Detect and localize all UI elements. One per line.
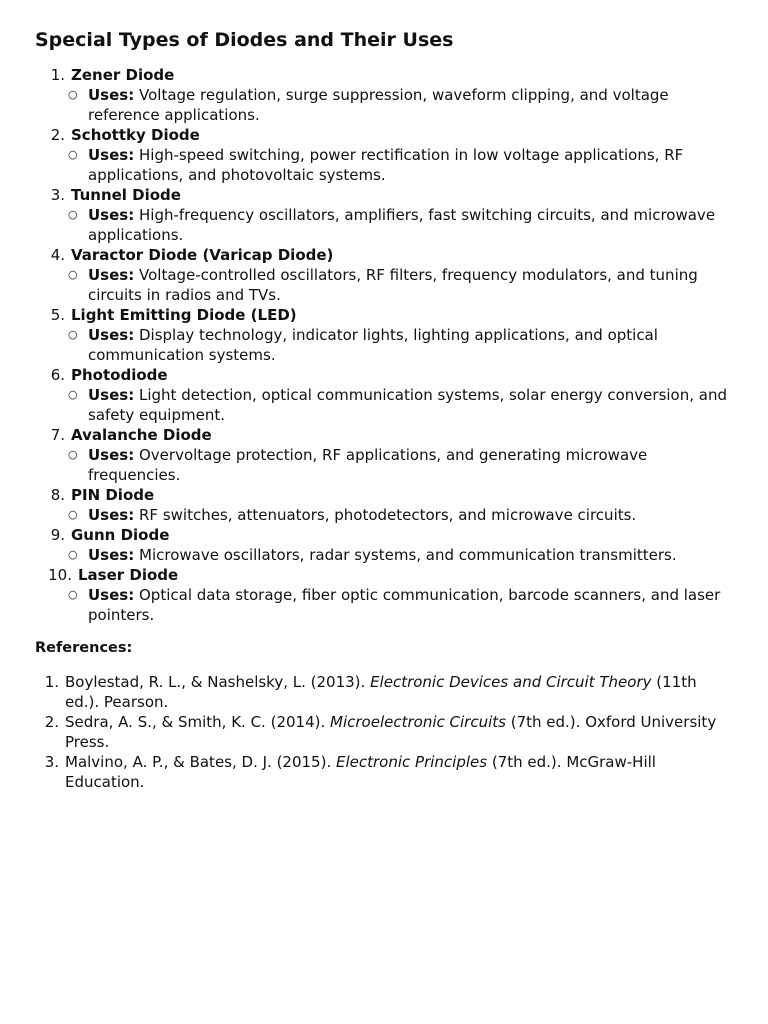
diode-number: 6.: [50, 366, 65, 384]
uses-label: Uses:: [88, 546, 135, 564]
diode-heading: [35, 525, 735, 545]
diode-number: 5.: [50, 306, 65, 324]
uses-label: Uses:: [88, 446, 135, 464]
reference-item: [35, 752, 735, 792]
reference-number: 1.: [44, 673, 59, 691]
uses-label: Uses:: [88, 86, 135, 104]
diode-uses: [35, 85, 735, 125]
diode-name: Tunnel Diode: [71, 186, 181, 204]
uses-label: Uses:: [88, 506, 135, 524]
diode-name: Laser Diode: [78, 566, 179, 584]
reference-book-title: Electronic Devices and Circuit Theory: [370, 673, 652, 691]
diode-number: 2.: [50, 126, 65, 144]
hollow-circle-bullet-icon: ○: [68, 328, 78, 341]
diode-uses: [35, 545, 735, 565]
diode-number: 1.: [50, 66, 65, 84]
reference-item: [35, 672, 735, 712]
diode-uses: [35, 325, 735, 365]
reference-details: (7th ed.). Oxford University Press.: [65, 713, 717, 751]
uses-text: High-speed switching, power rectification in low voltage applications, RF applications, and photovoltaic systems.: [88, 146, 684, 184]
hollow-circle-bullet-icon: ○: [68, 268, 78, 281]
diode-heading: [35, 365, 735, 385]
diode-list: [35, 65, 735, 625]
reference-details: (11th ed.). Pearson.: [65, 673, 697, 711]
diode-number: 4.: [50, 246, 65, 264]
diode-uses: [35, 585, 735, 625]
uses-text: Voltage regulation, surge suppression, waveform clipping, and voltage reference applications.: [88, 86, 669, 124]
diode-item: [35, 365, 735, 425]
diode-item: [35, 245, 735, 305]
diode-heading: [35, 185, 735, 205]
diode-name: Gunn Diode: [71, 526, 170, 544]
uses-label: Uses:: [88, 586, 135, 604]
hollow-circle-bullet-icon: ○: [68, 448, 78, 461]
hollow-circle-bullet-icon: ○: [68, 208, 78, 221]
diode-number: 7.: [50, 426, 65, 444]
references-heading: References:: [35, 640, 133, 656]
diode-heading: [35, 485, 735, 505]
hollow-circle-bullet-icon: ○: [68, 148, 78, 161]
uses-label: Uses:: [88, 386, 135, 404]
reference-item: [35, 712, 735, 752]
uses-text: Light detection, optical communication systems, solar energy conversion, and safety equipment.: [88, 386, 727, 424]
diode-item: [35, 305, 735, 365]
diode-heading: [35, 565, 735, 585]
hollow-circle-bullet-icon: ○: [68, 388, 78, 401]
hollow-circle-bullet-icon: ○: [68, 508, 78, 521]
uses-label: Uses:: [88, 266, 135, 284]
hollow-circle-bullet-icon: ○: [68, 548, 78, 561]
diode-uses: [35, 385, 735, 425]
diode-name: Light Emitting Diode (LED): [71, 306, 297, 324]
uses-text: Optical data storage, fiber optic communication, barcode scanners, and laser pointers.: [88, 586, 721, 624]
diode-uses: [35, 445, 735, 485]
uses-label: Uses:: [88, 206, 135, 224]
diode-item: [35, 425, 735, 485]
uses-text: High-frequency oscillators, amplifiers, fast switching circuits, and microwave applications.: [88, 206, 716, 244]
diode-item: [35, 185, 735, 245]
diode-uses: [35, 145, 735, 185]
reference-book-title: Microelectronic Circuits: [330, 713, 506, 731]
diode-name: Avalanche Diode: [71, 426, 212, 444]
reference-authors: Sedra, A. S., & Smith, K. C. (2014).: [65, 713, 326, 731]
hollow-circle-bullet-icon: ○: [68, 588, 78, 601]
diode-heading: [35, 245, 735, 265]
diode-item: [35, 485, 735, 525]
diode-number: 8.: [50, 486, 65, 504]
diode-number: 10.: [48, 566, 72, 584]
diode-name: Schottky Diode: [71, 126, 200, 144]
reference-number: 3.: [44, 753, 59, 771]
reference-details: (7th ed.). McGraw-Hill Education.: [65, 753, 656, 791]
diode-name: PIN Diode: [71, 486, 155, 504]
diode-uses: [35, 265, 735, 305]
diode-heading: [35, 425, 735, 445]
reference-book-title: Electronic Principles: [336, 753, 488, 771]
page-title: Special Types of Diodes and Their Uses: [35, 29, 454, 51]
uses-text: Display technology, indicator lights, lighting applications, and optical communication systems.: [88, 326, 658, 364]
diode-name: Photodiode: [71, 366, 168, 384]
uses-label: Uses:: [88, 146, 135, 164]
diode-name: Varactor Diode (Varicap Diode): [71, 246, 334, 264]
uses-text: Microwave oscillators, radar systems, and communication transmitters.: [139, 546, 677, 564]
uses-label: Uses:: [88, 326, 135, 344]
diode-number: 9.: [50, 526, 65, 544]
diode-item: [35, 125, 735, 185]
uses-text: Overvoltage protection, RF applications, and generating microwave frequencies.: [88, 446, 648, 484]
diode-heading: [35, 65, 735, 85]
diode-uses: [35, 505, 735, 525]
uses-text: RF switches, attenuators, photodetectors, and microwave circuits.: [139, 506, 637, 524]
document-page: [35, 28, 735, 792]
diode-item: [35, 65, 735, 125]
diode-number: 3.: [50, 186, 65, 204]
references-list: [35, 672, 735, 792]
reference-number: 2.: [44, 713, 59, 731]
uses-text: Voltage-controlled oscillators, RF filters, frequency modulators, and tuning circuits in radios and TVs.: [88, 266, 698, 304]
diode-item: [35, 565, 735, 625]
reference-authors: Boylestad, R. L., & Nashelsky, L. (2013).: [65, 673, 366, 691]
reference-authors: Malvino, A. P., & Bates, D. J. (2015).: [65, 753, 332, 771]
diode-heading: [35, 125, 735, 145]
hollow-circle-bullet-icon: ○: [68, 88, 78, 101]
diode-uses: [35, 205, 735, 245]
diode-item: [35, 525, 735, 565]
diode-name: Zener Diode: [71, 66, 175, 84]
diode-heading: [35, 305, 735, 325]
